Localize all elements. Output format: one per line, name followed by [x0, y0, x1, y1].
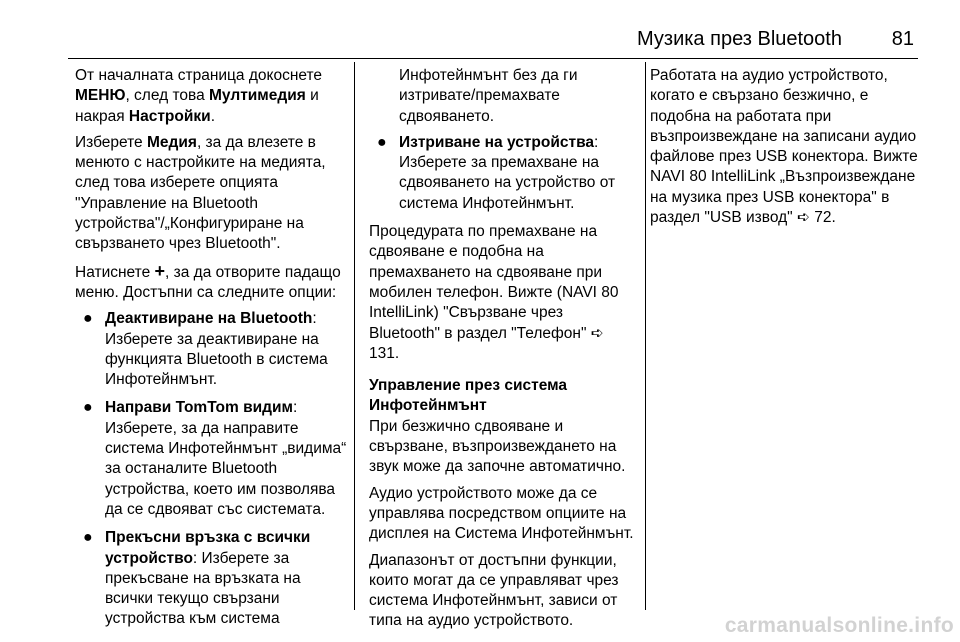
column-3 [650, 66, 925, 234]
functions-paragraph: Диапазонът от достъпни функции, които могат да се управляват чрез система Инфотейнмънт, зависи от типа на аудио устройството. [369, 551, 619, 630]
bullet-icon: ● [377, 133, 387, 151]
options-paragraph: Натиснете +, за да отворите падащо меню. Достъпни са следните опции: [75, 260, 341, 301]
plus-icon: + [154, 260, 166, 281]
bullet-icon: ● [83, 310, 93, 328]
unpair-paragraph: Процедурата по премахване на сдвояване е подобна на премахването на сдвояване при мобилен телефон. Вижте (NAVI 80 IntelliLink) "Свързване чрез Bluetooth" в раздел "Телефон" ➪ 131. [369, 223, 619, 362]
options-list [75, 309, 347, 629]
media-term: Медия [146, 133, 197, 151]
media-paragraph: Изберете Медия, за да влезете в менюто с настройките на медията, след това изберете опцията "Управление на Bluetooth устройства"/„Конфигуриране на свързването чрез Bluetooth". [75, 133, 326, 253]
list-item: ● Деактивиране на Bluetooth: Изберете за деактивиране на функцията Bluetooth в система Инфотейнмънт. [83, 310, 328, 389]
list-item: ● Изтриване на устройства: Изберете за премахване на сдвояването на устройство от система Инфотейнмънт. [377, 133, 616, 212]
column-divider-1 [354, 62, 355, 610]
list-item: ● Прекъсни връзка с всички устройство: Изберете за прекъсване на връзката на всички текущо свързани устройства към система [83, 529, 311, 628]
list-item-continuation: Инфотейнмънт без да ги изтривате/премахвате сдвояването. [399, 67, 578, 125]
wireless-paragraph: При безжично сдвояване и свързване, възпроизвеждането на звук може да започне автоматично. [369, 417, 626, 476]
page-title: Музика през Bluetooth [637, 28, 842, 50]
options-list-continued [369, 133, 634, 214]
operation-paragraph: Работата на аудио устройството, когато е свързано безжично, е подобна на работата при възпроизвеждане на записани аудио файлове през USB конектора. Вижте NAVI 80 IntelliLink „Възпроизвеждане на музика през USB конектора" в раздел "USB извод" ➪ 72. [650, 66, 925, 228]
header-divider [68, 58, 918, 59]
page-reference-icon: ➪ [796, 209, 810, 227]
bullet-icon: ● [83, 529, 93, 547]
list-item: ● Направи TomTom видим: Изберете, за да направите система Инфотейнмънт „видима“ за останалите Bluetooth устройства, което им позволява да се сдвояват със системата. [83, 399, 347, 518]
section-heading: Управление през система Инфотейнмънт [369, 377, 568, 415]
menu-term: МЕНЮ [75, 87, 126, 105]
page-number: 81 [891, 28, 914, 50]
multimedia-term: Мултимедия [209, 87, 306, 105]
column-1 [75, 66, 347, 638]
page-reference-icon: ➪ [590, 324, 604, 342]
column-2 [369, 66, 634, 638]
bullet-icon: ● [83, 399, 93, 417]
intro-paragraph: От началната страница докоснете МЕНЮ, след това Мултимедия и накрая Настройки. [75, 67, 323, 125]
page-header [68, 18, 918, 58]
column-divider-2 [645, 62, 646, 610]
watermark: carmanualsonline.info [724, 614, 954, 637]
control-paragraph: Аудио устройството може да се управлява посредством опциите на дисплея на Система Инфотейнмънт. [369, 484, 634, 543]
settings-term: Настройки [128, 107, 211, 125]
